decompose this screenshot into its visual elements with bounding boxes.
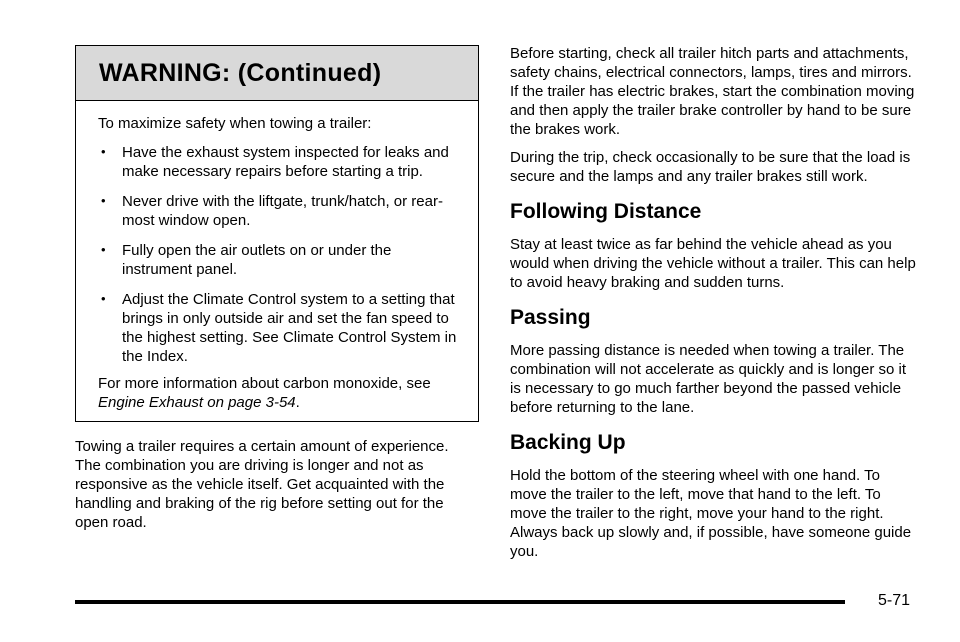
bullet-icon: • [101, 242, 106, 257]
footer-rule [75, 600, 845, 604]
backing-up-paragraph: Hold the bottom of the steering wheel with one hand. To move the trailer to the left, move that hand to the left. To move the trailer to the right, move your hand to the right. Always back up slowly and, if possible, have someone guide you. [510, 467, 912, 560]
warning-bullet [98, 192, 458, 230]
warning-box [75, 45, 479, 422]
warning-body [76, 101, 478, 412]
warning-header [76, 46, 478, 101]
warning-title: WARNING: (Continued) [99, 58, 382, 87]
bullet-icon: • [101, 291, 106, 306]
page-number: 5-71 [878, 592, 911, 609]
warning-bullet-list [98, 143, 458, 366]
towing-experience-paragraph: Towing a trailer requires a certain amount of experience. The combination you are driving is longer and not as responsive as the vehicle itself. Get acquainted with the handling and braking of the rig before setting out for the open road. [75, 438, 449, 531]
warning-bullet-text: Adjust the Climate Control system to a setting that brings in only outside air and set the fan speed to the highest setting. See Climate Control System in the Index. [122, 291, 457, 365]
following-distance-paragraph: Stay at least twice as far behind the vehicle ahead as you would when driving the vehicle without a trailer. This can help to avoid heavy braking and sudden turns. [510, 236, 916, 291]
warning-bullet-text: Never drive with the liftgate, trunk/hatch, or rear-most window open. [122, 193, 443, 229]
passing-heading: Passing [510, 306, 591, 329]
passing-paragraph: More passing distance is needed when towing a trailer. The combination will not accelerate as quickly and is longer so it is necessary to go much farther beyond the passed vehicle before returning to the lane. [510, 342, 907, 416]
following-distance-heading: Following Distance [510, 200, 702, 223]
more-info-text: For more information about carbon monoxide, see [98, 375, 431, 392]
warning-intro: To maximize safety when towing a trailer: [98, 115, 372, 132]
engine-exhaust-reference: Engine Exhaust on page 3-54 [98, 394, 296, 411]
hitch-check-paragraph: Before starting, check all trailer hitch parts and attachments, safety chains, electrical connectors, lamps, tires and mirrors. If the trailer has electric brakes, start the combination moving and then apply the trailer brake controller by hand to be sure the brakes work. [510, 45, 915, 138]
warning-bullet [98, 143, 458, 181]
right-column [510, 44, 920, 570]
trip-check-paragraph: During the trip, check occasionally to be sure that the load is secure and the lamps and any trailer brakes still work. [510, 149, 911, 185]
warning-bullet [98, 241, 458, 279]
warning-more-info [98, 374, 458, 412]
warning-bullet-text: Fully open the air outlets on or under the instrument panel. [122, 242, 392, 278]
backing-up-heading: Backing Up [510, 431, 626, 454]
warning-bullet-text: Have the exhaust system inspected for leaks and make necessary repairs before starting a trip. [122, 144, 449, 180]
more-info-end: . [295, 394, 300, 411]
bullet-icon: • [101, 144, 106, 159]
bullet-icon: • [101, 193, 106, 208]
warning-bullet [98, 290, 458, 366]
